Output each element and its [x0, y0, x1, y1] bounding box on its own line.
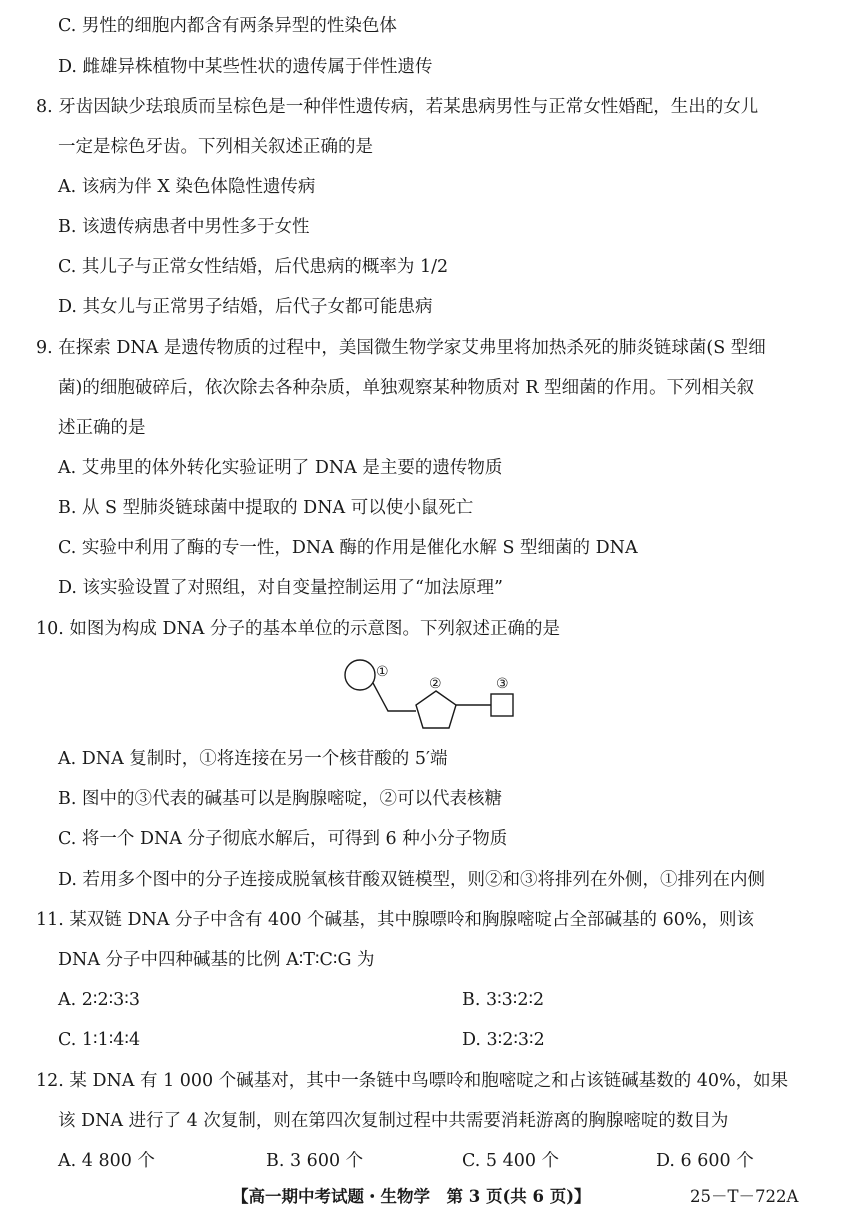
q12-stem-line2: 该 DNA 进行了 4 次复制，则在第四次复制过程中共需要消耗游离的胸腺嘧啶的数目为	[58, 1111, 729, 1131]
base-square	[491, 694, 513, 716]
q9-option-c: C. 实验中利用了酶的专一性，DNA 酶的作用是催化水解 S 型细菌的 DNA	[58, 538, 638, 558]
q11-option-a: A. 2∶2∶3∶3	[58, 990, 140, 1010]
label-1: ①	[376, 664, 389, 680]
q11-option-b: B. 3∶3∶2∶2	[462, 990, 545, 1010]
q11-stem-line2: DNA 分子中四种碱基的比例 A∶T∶C∶G 为	[58, 950, 375, 970]
q7-option-c: C. 男性的细胞内都含有两条异型的性染色体	[58, 16, 397, 36]
label-3: ③	[496, 676, 509, 692]
q9-stem-line1: 9. 在探索 DNA 是遗传物质的过程中，美国微生物学家艾弗里将加热杀死的肺炎链球菌(S 型细	[36, 338, 766, 358]
nucleotide-diagram	[338, 655, 538, 733]
q9-option-a: A. 艾弗里的体外转化实验证明了 DNA 是主要的遗传物质	[58, 458, 503, 478]
phosphate-sugar-bond	[373, 683, 416, 711]
q9-stem-line2: 菌)的细胞破碎后，依次除去各种杂质，单独观察某种物质对 R 型细菌的作用。下列相关叙	[58, 378, 755, 398]
q7-option-d: D. 雌雄异株植物中某些性状的遗传属于伴性遗传	[58, 57, 433, 77]
q8-option-a: A. 该病为伴 X 染色体隐性遗传病	[58, 177, 316, 197]
label-2: ②	[429, 676, 442, 692]
q12-option-a: A. 4 800 个	[58, 1151, 155, 1171]
q10-option-d: D. 若用多个图中的分子连接成脱氧核苷酸双链模型，则②和③将排列在外侧，①排列在内侧	[58, 870, 766, 890]
sugar-pentagon	[416, 691, 456, 728]
q12-option-c: C. 5 400 个	[462, 1151, 560, 1171]
q11-option-c: C. 1∶1∶4∶4	[58, 1030, 141, 1050]
q12-option-b: B. 3 600 个	[266, 1151, 364, 1171]
q8-option-d: D. 其女儿与正常男子结婚，后代子女都可能患病	[58, 297, 433, 317]
q10-option-b: B. 图中的③代表的碱基可以是胸腺嘧啶，②可以代表核糖	[58, 789, 502, 809]
page-footer-code: 25－T－722A	[690, 1187, 799, 1206]
q10-stem: 10. 如图为构成 DNA 分子的基本单位的示意图。下列叙述正确的是	[36, 619, 560, 639]
q12-option-d: D. 6 600 个	[656, 1151, 754, 1171]
page-footer-title: 【高一期中考试题・生物学 第 3 页(共 6 页)】	[232, 1187, 591, 1206]
q11-stem-line1: 11. 某双链 DNA 分子中含有 400 个碱基，其中腺嘌呤和胸腺嘧啶占全部碱基的 60%，则该	[36, 910, 754, 930]
q11-option-d: D. 3∶2∶3∶2	[462, 1030, 545, 1050]
q9-option-d: D. 该实验设置了对照组，对自变量控制运用了“加法原理”	[58, 578, 503, 598]
q10-option-c: C. 将一个 DNA 分子彻底水解后，可得到 6 种小分子物质	[58, 829, 508, 849]
q8-stem-line2: 一定是棕色牙齿。下列相关叙述正确的是	[58, 137, 373, 157]
q8-option-b: B. 该遗传病患者中男性多于女性	[58, 217, 310, 237]
phosphate-circle	[345, 660, 375, 690]
q8-option-c: C. 其儿子与正常女性结婚，后代患病的概率为 1/2	[58, 257, 449, 277]
q10-option-a: A. DNA 复制时，①将连接在另一个核苷酸的 5′端	[58, 749, 448, 769]
q12-stem-line1: 12. 某 DNA 有 1 000 个碱基对，其中一条链中鸟嘌呤和胞嘧啶之和占该链碱基数的 40%，如果	[36, 1071, 789, 1091]
q8-stem-line1: 8. 牙齿因缺少珐琅质而呈棕色是一种伴性遗传病，若某患病男性与正常女性婚配，生出的女儿	[36, 97, 759, 117]
q9-stem-line3: 述正确的是	[58, 418, 146, 438]
q9-option-b: B. 从 S 型肺炎链球菌中提取的 DNA 可以使小鼠死亡	[58, 498, 474, 518]
